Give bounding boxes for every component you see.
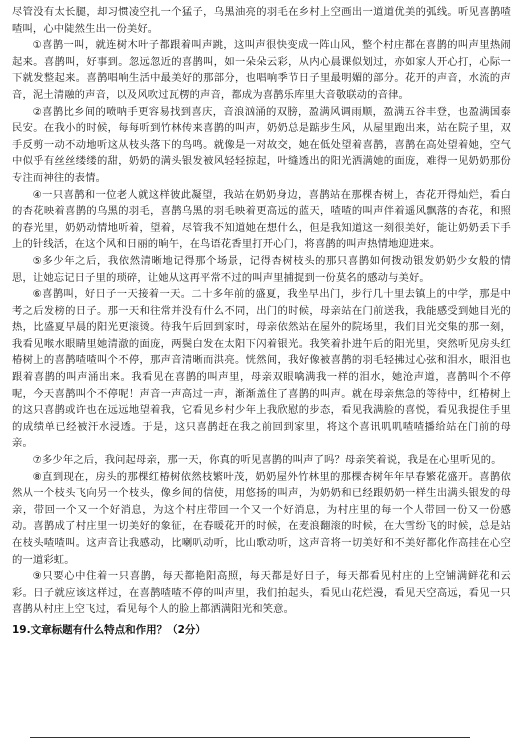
paragraph-6: ⑥喜鹊叫，好日子一天接着一天。二十多年前的盛夏，我坐早出门，步行几十里去镇上的中学，那是中考之后发榜的日子。那一天和往常并没有什么不同，出门的时候，母亲站在门前送我，我能感受到她目光的热，比盛夏早晨的阳光更滚烫。待我午后回到家时，母亲依然站在屋外的院场里，我们目光交集的那一刻，我看见喉水眼睛里她清澈的面庞，两鬓白发在太阳下闪着银光。我笑着扑进午后的阳光里，突然听见房头红椿树上的喜鹊喳喳叫个不停，那声音清晰而洪亮。恍然间，我好像被喜鹊的羽毛轻拂过心弦和泪水，眼泪也跟着喜鹊的叫声涌出来。我看见在喜鹊的叫声里，母亲双眼噙满我一样的泪水，她沧声道，喜鹊叫个不停呢，今天喜鹊叫个不停呢！声音一声高过一声，渐渐盖住了喜鹊的叫声。就在母亲焦急的等待中，红椿树上的这只喜鹊或许也在远远地望着我，它看见乡村少年上我欣慰的步态，看见我满脸的喜悦，看见我提住手里的成绩单已经被汗水浸透。于是，这只喜鹊赶在我之前回到家里，将这个喜讯叽叽喳喳播给站在门前的母亲。 (12, 288, 511, 450)
paragraph-4: ④一只喜鹊和一位老人就这样彼此凝望，我站在奶奶身边，喜鹊站在那棵杏树上，杏花开得灿烂，看白的杏花映着喜鹊的乌黑的羽毛，喜鹊乌黑的羽毛映着更高远的蓝天，喳喳的叫声伴着遥风飘落的杏花，和照的春光里，奶奶动情地听着，望着，尽管我不知道她在想什么，但是我知道这一刻很美好，能让奶奶丢下手上的针线活，在这个风和日丽的晌午，在鸟语花香里打开心门，将喜鹊的叫声热情地迎进来。 (12, 188, 511, 251)
paragraph-7: ⑦多少年之后，我问起母亲，那一天，你真的听见喜鹊的叫声了吗？母亲笑着说，我是在心里听见的。 (32, 454, 502, 467)
question-19: 19.文章标题有什么特点和作用？（2分） (12, 623, 206, 636)
paragraph-8: ⑧直到现在，房头的那棵红椿树依然枝繁叶茂，奶奶屋外竹林里的那棵杏树年年早春繁花盛开。喜鹊依然从一个枝头飞向另一个枝头，像乡间的信使，用悠扬的叫声，为奶奶和已经跟奶奶一样生出满头银发的母亲，带回一个又一个好消息，为这个村庄带回一个又一个好消息，为村庄里的每一个人带回一份又一份感动。喜鹊成了村庄里一切美好的象征，在春暖花开的时候，在麦浪翻滚的时候，在大雪纷飞的时候，总是站在枝头喳喳叫。这声音让我感动，比喇叭动听，比山歌动听，这声音将一切美好和不美好都化作高挂在心空的一道彩虹。 (12, 470, 511, 566)
paragraph-intro: 尽管没有太长腿，却习惯凌空扎一个猛子，乌黑油亮的羽毛在乡村上空画出一道道优美的弧线。听见喜鹊喳喳叫，心中陡然生出一份美好。 (12, 6, 511, 35)
answer-line[interactable] (30, 737, 470, 738)
paragraph-2: ②喜鹊比乡间的喷呐手更容易找到喜庆，音浪汹涌的双膀，盈满风调雨顺，盈满五谷丰登，也盈满国泰民安。在我小的时候，每每听到竹林传来喜鹊的叫声，奶奶总是踮步生风，从屋里跑出来，站在院子里，双手反剪一动不动地听这从枝头落下的鸟鸣。就像是一对故交，她在低处望着喜鹊，喜鹊在高处望着她，空气中似乎有丝丝缕缕的甜，奶奶的满头银发被风轻轻掠起，叶缝透出的阳光洒满她的面庞，难得一见奶奶那份专注而神往的表情。 (12, 105, 511, 184)
paragraph-9: ⑨只要心中住着一只喜鹊，每天都艳阳高照，每天都是好日子，每天都看见村庄的上空铺满鲜花和云彩。日子就应该这样过，在喜鹊喳喳不停的叫声里，我们拍起头，看见山花烂漫，看见天空高远，看见一只喜鹊从村庄上空飞过，看见每个人的脸上都洒满阳光和笑意。 (12, 570, 511, 616)
paragraph-5: ⑤多少年之后，我依然清晰地记得那个场景，记得杏树枝头的那只喜鹊如何拨动银发奶奶少女般的情思，让她忘记日子里的琐碎，让她从这再平常不过的叫声里捕捉到一份莫名的感动与美好。 (12, 254, 511, 284)
paragraph-1: ①喜鹊一叫，就连树木叶子都跟着叫声跳，这叫声很快变成一阵山风，整个村庄都在喜鹊的叫声里热闹起来。喜鹊叫，好事到。忽远忽近的喜鹊叫，如一朵朵云彩，从内心晨课似划过，亦如家人开心打，心际一下就发整起来。喜鹊唱响生活中最美好的那部分，也唱响季节日子里最明媚的部分。花开的声音，水流的声音，泥土清融的声音，以及风吹过瓦楞的声音，都成为喜鹊乐库里大音敬联动的音律。 (12, 39, 511, 101)
article-body (12, 4, 511, 618)
